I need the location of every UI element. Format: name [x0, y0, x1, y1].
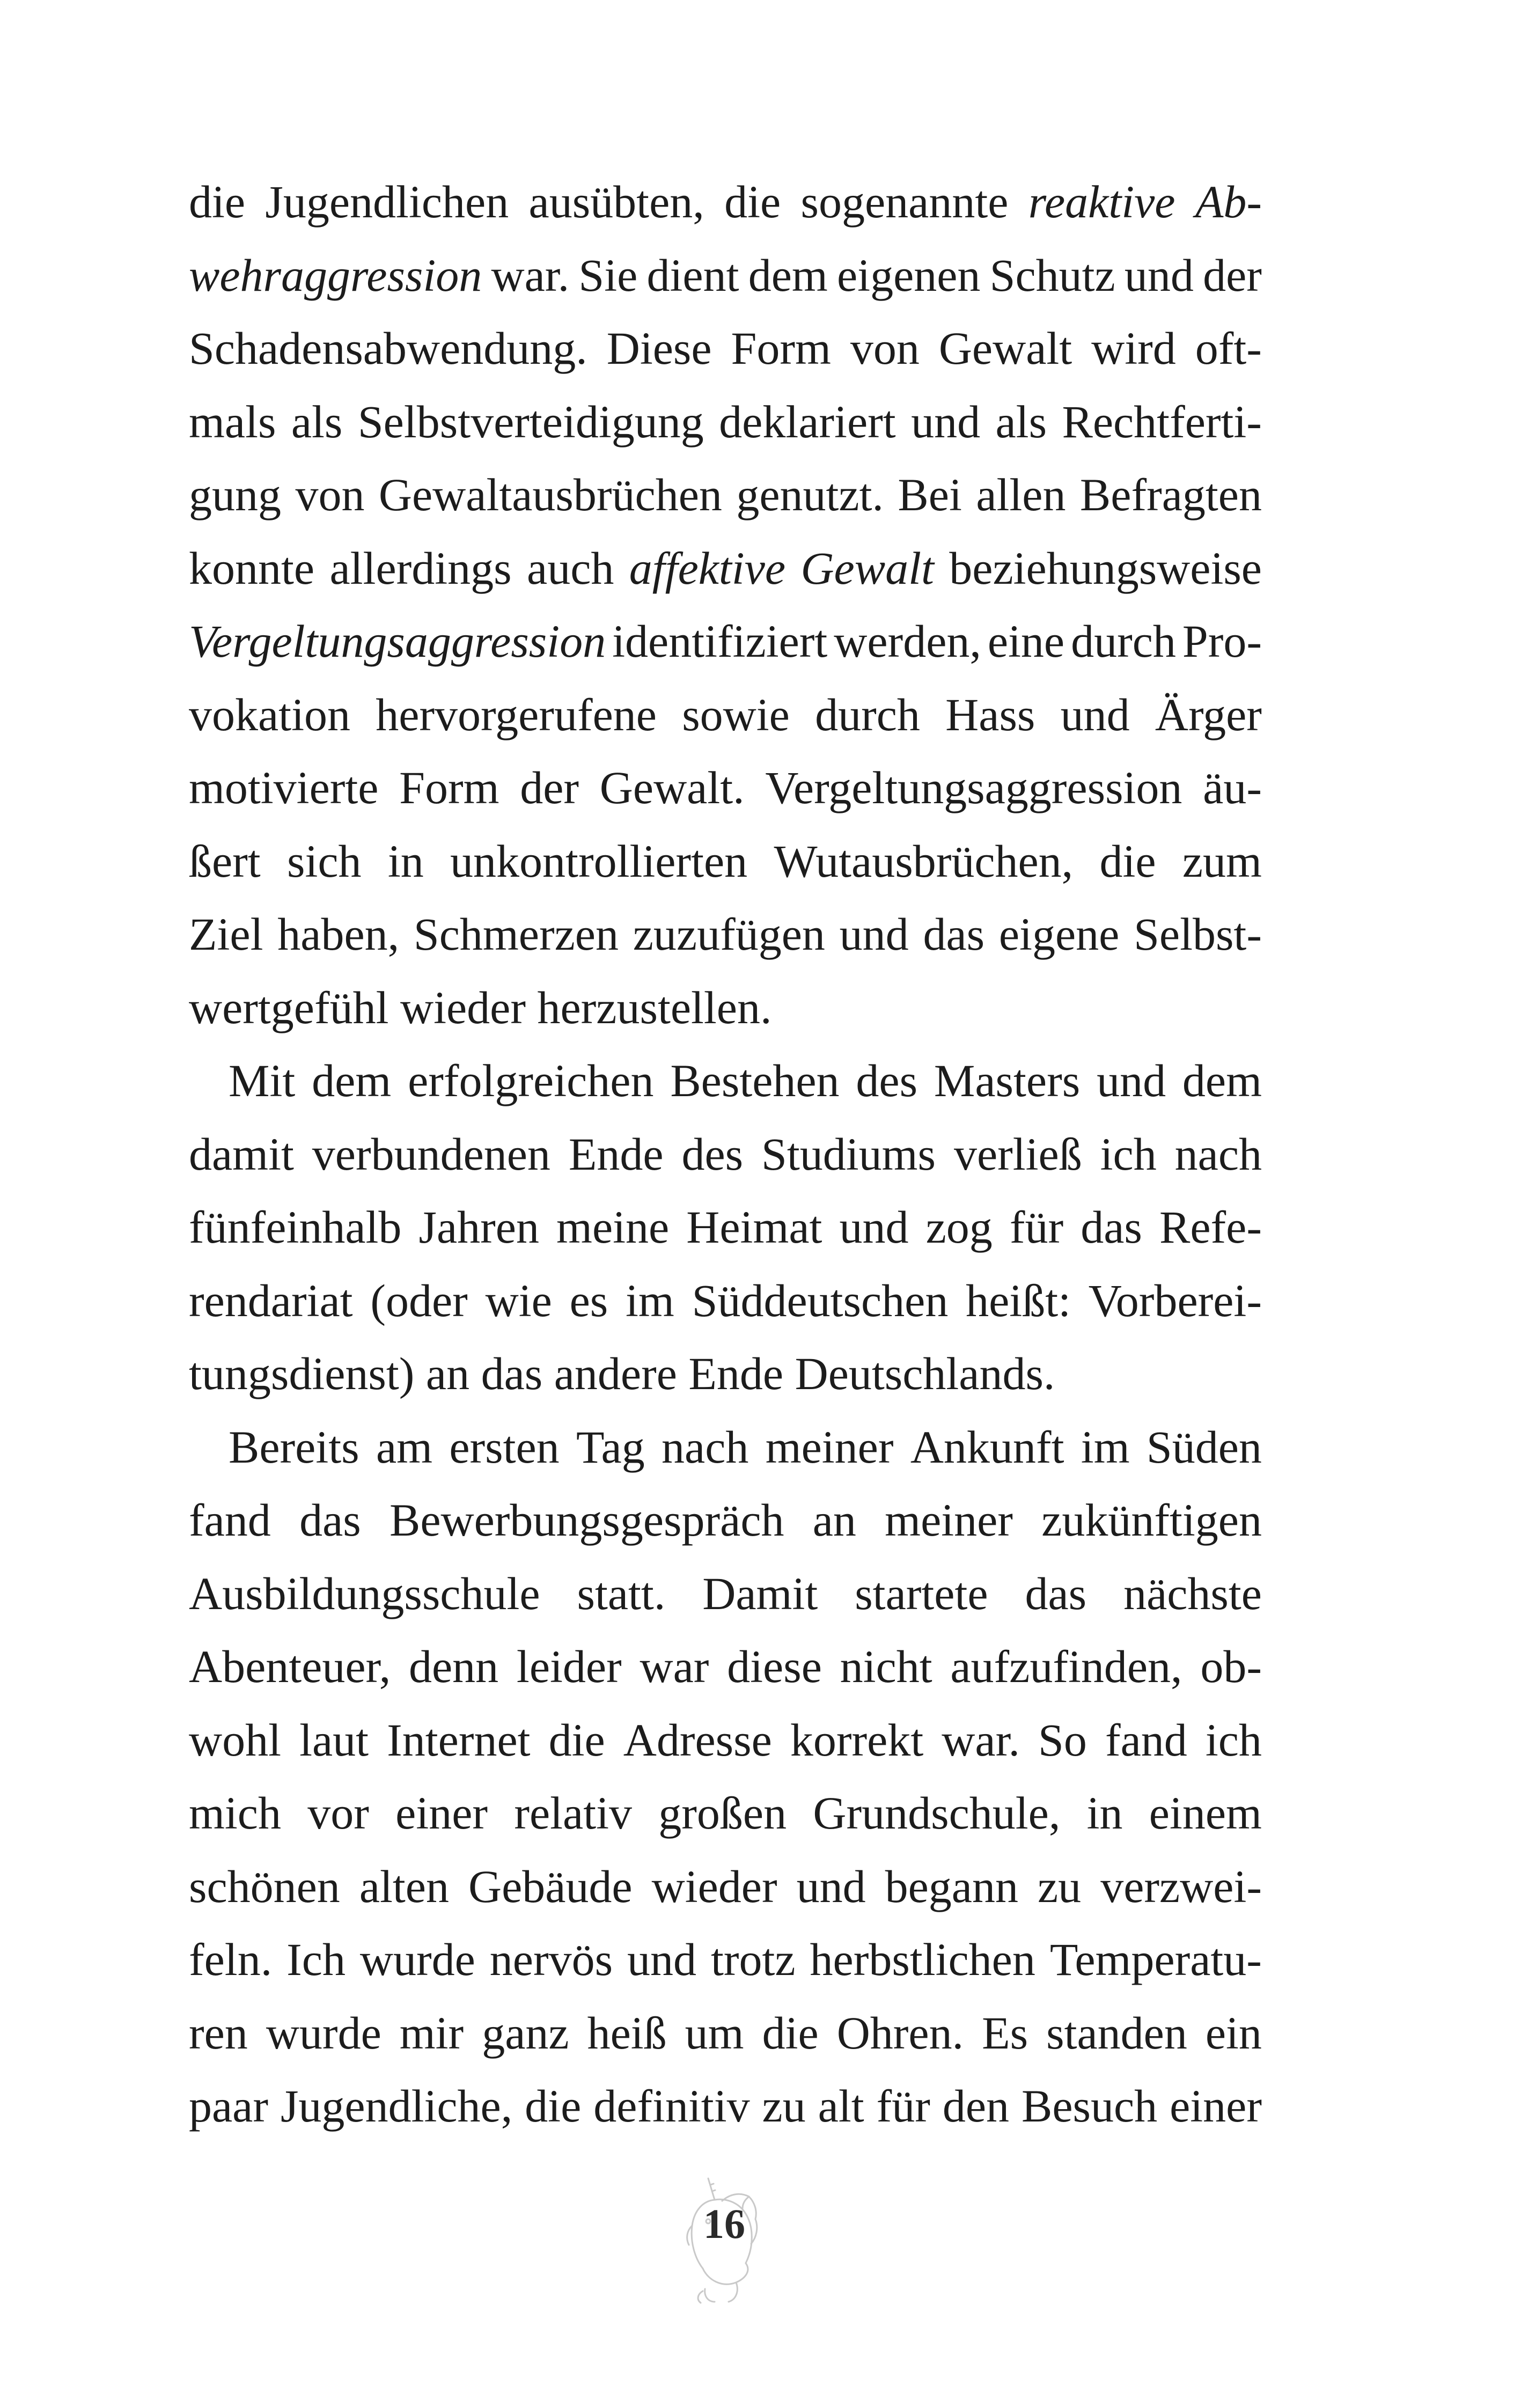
- text-line: [189, 458, 1262, 532]
- word: Schadensabwendung.: [189, 322, 587, 374]
- word: denn: [408, 1641, 499, 1692]
- word: ich: [1100, 1128, 1157, 1180]
- word: Es: [982, 2007, 1028, 2059]
- word: Form: [399, 762, 499, 813]
- word: motivierte: [189, 762, 379, 813]
- word: Gewalt.: [599, 762, 745, 813]
- word: ein: [1205, 2007, 1262, 2059]
- word: werden,: [834, 615, 981, 667]
- word: für: [1009, 1201, 1064, 1253]
- word: ganz: [482, 2007, 569, 2059]
- word: rendariat: [189, 1274, 353, 1326]
- word: Bereits: [229, 1421, 359, 1473]
- word: von: [850, 322, 920, 374]
- word: nicht: [840, 1641, 932, 1692]
- italic-word: reaktive: [1028, 176, 1175, 227]
- word: identifiziert: [612, 615, 828, 667]
- word: fand: [189, 1494, 271, 1546]
- word: genutzt.: [736, 469, 884, 520]
- word: sowie: [682, 688, 790, 740]
- word: war: [640, 1641, 709, 1692]
- word: ersten: [449, 1421, 560, 1473]
- word: Diese: [606, 322, 712, 374]
- word: Jugendliche,: [280, 2080, 513, 2132]
- word: nervös: [489, 1934, 613, 1985]
- text-line: [189, 1337, 1262, 1411]
- word: Jugendlichen: [265, 176, 509, 227]
- text-line: [189, 1484, 1262, 1557]
- word: diese: [727, 1641, 822, 1692]
- word: beziehungsweise: [949, 542, 1262, 594]
- word: meine: [556, 1201, 670, 1253]
- italic-word: affektive: [629, 542, 786, 594]
- word: des: [681, 1128, 744, 1180]
- word: mir: [399, 2007, 464, 2059]
- word: und: [1097, 1055, 1166, 1106]
- text-line: [189, 1264, 1262, 1338]
- word: ßert: [189, 835, 261, 887]
- word: dem: [1182, 1055, 1262, 1106]
- italic-word: wehraggression: [189, 249, 482, 301]
- word: allen: [976, 469, 1066, 520]
- word: Bestehen: [670, 1055, 840, 1106]
- word: Gewaltausbrüchen: [378, 469, 722, 520]
- word: oft-: [1195, 322, 1262, 374]
- word: verbundenen: [312, 1128, 550, 1180]
- word: und: [796, 1860, 866, 1912]
- text-line: [189, 1411, 1262, 1484]
- word: Abenteuer,: [189, 1641, 391, 1692]
- word: startete: [855, 1567, 988, 1619]
- text-line: [189, 239, 1262, 312]
- body-text: [189, 165, 1262, 2143]
- word: korrekt: [790, 1714, 924, 1766]
- text-line: [189, 312, 1262, 385]
- word: wieder: [651, 1860, 777, 1912]
- word: Ende: [568, 1128, 664, 1180]
- text-line: [189, 1191, 1262, 1264]
- text-line: [189, 825, 1262, 898]
- word: allerdings: [329, 542, 512, 594]
- word: zuzufügen: [633, 908, 825, 960]
- word: nächste: [1123, 1567, 1262, 1619]
- word: verließ: [953, 1128, 1082, 1180]
- text-line: [189, 1923, 1262, 1996]
- word: fand: [1105, 1714, 1187, 1766]
- word: meiner: [885, 1494, 1013, 1546]
- word: Mit: [229, 1055, 296, 1106]
- word: als: [995, 395, 1047, 447]
- word: für: [876, 2080, 930, 2132]
- word: durch: [815, 688, 920, 740]
- word: des: [856, 1055, 918, 1106]
- word: aufzufinden,: [950, 1641, 1182, 1692]
- word: heißt:: [966, 1274, 1071, 1326]
- word: Selbstverteidigung: [357, 395, 704, 447]
- word: im: [626, 1274, 674, 1326]
- word: Befragten: [1079, 469, 1262, 520]
- word: feln.: [189, 1934, 273, 1985]
- word: haben,: [277, 908, 400, 960]
- word: die: [1099, 835, 1156, 887]
- word: wie: [485, 1274, 552, 1326]
- word: ob-: [1200, 1641, 1262, 1692]
- word: war.: [942, 1714, 1020, 1766]
- word: ren: [189, 2007, 248, 2059]
- word: Grundschule,: [813, 1787, 1061, 1839]
- word: Süden: [1146, 1421, 1262, 1473]
- word: in: [1086, 1787, 1123, 1839]
- word: Ich: [286, 1934, 346, 1985]
- word: Ankunft: [910, 1421, 1064, 1473]
- word: und: [627, 1934, 697, 1985]
- word: begann: [885, 1860, 1018, 1912]
- word: einer: [1170, 2080, 1262, 2132]
- text-line: [189, 605, 1262, 678]
- word: großen: [658, 1787, 787, 1839]
- word: dient: [646, 249, 739, 301]
- text-line: [189, 898, 1262, 971]
- word: alt: [818, 2080, 864, 2132]
- word: Rechtferti-: [1062, 395, 1262, 447]
- word: das: [1081, 1201, 1142, 1253]
- word: der: [1203, 249, 1262, 301]
- word: nach: [1174, 1128, 1262, 1180]
- word: Damit: [702, 1567, 818, 1619]
- word: Refe-: [1159, 1201, 1262, 1253]
- word: den: [942, 2080, 1009, 2132]
- word: Schmerzen: [413, 908, 619, 960]
- text-line: [189, 385, 1262, 459]
- word: eigenen: [837, 249, 981, 301]
- word: eigene: [998, 908, 1120, 960]
- word: herbstlichen: [810, 1934, 1035, 1985]
- text-line: [189, 1704, 1262, 1777]
- word: Ausbildungsschule: [189, 1567, 540, 1619]
- word: und: [1124, 249, 1194, 301]
- word: Vergeltungsaggression: [765, 762, 1182, 813]
- word: Studiums: [761, 1128, 936, 1180]
- italic-word: Ab-: [1195, 176, 1262, 227]
- word: mals: [189, 395, 276, 447]
- text-line: [189, 2069, 1262, 2143]
- text-line: [189, 532, 1262, 605]
- word: vokation: [189, 688, 350, 740]
- word: die: [525, 2080, 582, 2132]
- word: einer: [395, 1787, 488, 1839]
- word: im: [1081, 1421, 1130, 1473]
- text-line: [189, 971, 1262, 1045]
- word: meiner: [765, 1421, 894, 1473]
- word: konnte: [189, 542, 315, 594]
- word: sogenannte: [800, 176, 1009, 227]
- word: Ziel: [189, 908, 263, 960]
- word: ausübten,: [528, 176, 704, 227]
- word: einem: [1149, 1787, 1262, 1839]
- word: zukünftigen: [1041, 1494, 1262, 1546]
- word: in: [387, 835, 424, 887]
- word: trotz: [710, 1934, 796, 1985]
- word: Schutz: [989, 249, 1115, 301]
- italic-word: Vergeltungsaggression: [189, 615, 606, 667]
- word: sich: [287, 835, 362, 887]
- word: zu: [762, 2080, 806, 2132]
- word: Form: [731, 322, 831, 374]
- word: vor: [307, 1787, 369, 1839]
- word: dem: [748, 249, 828, 301]
- word: äu-: [1203, 762, 1262, 813]
- word: Gebäude: [468, 1860, 633, 1912]
- word: Selbst-: [1134, 908, 1262, 960]
- word: Adresse: [623, 1714, 772, 1766]
- text-line: [189, 1776, 1262, 1850]
- text-line: [189, 678, 1262, 752]
- word: wird: [1091, 322, 1176, 374]
- word: mich: [189, 1787, 281, 1839]
- word: durch: [1071, 615, 1176, 667]
- word: Bei: [898, 469, 962, 520]
- word: und: [839, 1201, 909, 1253]
- text-line: [189, 1850, 1262, 1924]
- word: Ohren.: [836, 2007, 964, 2059]
- word: Tag: [576, 1421, 645, 1473]
- word: gung: [189, 469, 281, 520]
- text-line: [189, 751, 1262, 825]
- word: war.: [491, 249, 570, 301]
- word: der: [520, 762, 579, 813]
- word: zum: [1182, 835, 1262, 887]
- word: und: [839, 908, 909, 960]
- word: die: [189, 176, 246, 227]
- italic-word: Gewalt: [800, 542, 934, 594]
- page-folio: [671, 2168, 778, 2307]
- word: das: [1025, 1567, 1087, 1619]
- word: als: [291, 395, 343, 447]
- word: unkontrollierten: [450, 835, 748, 887]
- word: Masters: [934, 1055, 1081, 1106]
- word: relativ: [514, 1787, 632, 1839]
- word: es: [569, 1274, 608, 1326]
- word: zu: [1038, 1860, 1082, 1912]
- text-run: tungsdienst) an das andere Ende Deutschlands.: [189, 1348, 1055, 1399]
- text-line: [189, 1118, 1262, 1191]
- text-line: [189, 165, 1262, 239]
- word: definitiv: [593, 2080, 750, 2132]
- word: schönen: [189, 1860, 340, 1912]
- text-line: [189, 1630, 1262, 1704]
- word: heiß: [587, 2007, 667, 2059]
- word: alten: [359, 1860, 449, 1912]
- word: das: [299, 1494, 361, 1546]
- text-line: [189, 1557, 1262, 1631]
- word: standen: [1046, 2007, 1187, 2059]
- word: Gewalt: [938, 322, 1072, 374]
- word: wurde: [359, 1934, 475, 1985]
- word: Ärger: [1155, 688, 1262, 740]
- word: hervorgerufene: [376, 688, 657, 740]
- word: an: [812, 1494, 856, 1546]
- word: (oder: [370, 1274, 468, 1326]
- word: Bewerbungsgespräch: [389, 1494, 784, 1546]
- text-line: [189, 1044, 1262, 1118]
- text-run: wertgefühl wieder herzustellen.: [189, 981, 772, 1033]
- word: paar: [189, 2080, 268, 2132]
- word: Jahren: [418, 1201, 539, 1253]
- word: und: [911, 395, 981, 447]
- word: Sie: [578, 249, 638, 301]
- word: Vorberei-: [1088, 1274, 1262, 1326]
- word: die: [724, 176, 781, 227]
- word: damit: [189, 1128, 294, 1180]
- word: Besuch: [1021, 2080, 1158, 2132]
- word: wurde: [266, 2007, 381, 2059]
- word: eine: [987, 615, 1065, 667]
- word: am: [376, 1421, 433, 1473]
- word: von: [295, 469, 365, 520]
- word: um: [685, 2007, 744, 2059]
- word: Internet: [387, 1714, 531, 1766]
- word: Heimat: [686, 1201, 822, 1253]
- word: zog: [925, 1201, 993, 1253]
- text-line: [189, 1996, 1262, 2070]
- word: die: [548, 1714, 605, 1766]
- word: So: [1038, 1714, 1087, 1766]
- word: statt.: [577, 1567, 666, 1619]
- word: Hass: [945, 688, 1035, 740]
- word: und: [1060, 688, 1130, 740]
- word: nach: [662, 1421, 749, 1473]
- word: Pro-: [1182, 615, 1262, 667]
- word: Süddeutschen: [692, 1274, 949, 1326]
- word: ich: [1205, 1714, 1262, 1766]
- word: Wutausbrüchen,: [774, 835, 1074, 887]
- word: erfolgreichen: [408, 1055, 654, 1106]
- word: Temperatu-: [1049, 1934, 1262, 1985]
- word: leider: [516, 1641, 622, 1692]
- word: verzwei-: [1100, 1860, 1262, 1912]
- word: die: [762, 2007, 819, 2059]
- word: fünfeinhalb: [189, 1201, 402, 1253]
- word: dem: [312, 1055, 392, 1106]
- word: laut: [299, 1714, 369, 1766]
- word: auch: [527, 542, 614, 594]
- word: deklariert: [719, 395, 896, 447]
- word: das: [923, 908, 985, 960]
- word: wohl: [189, 1714, 281, 1766]
- page-number: 16: [703, 2200, 745, 2247]
